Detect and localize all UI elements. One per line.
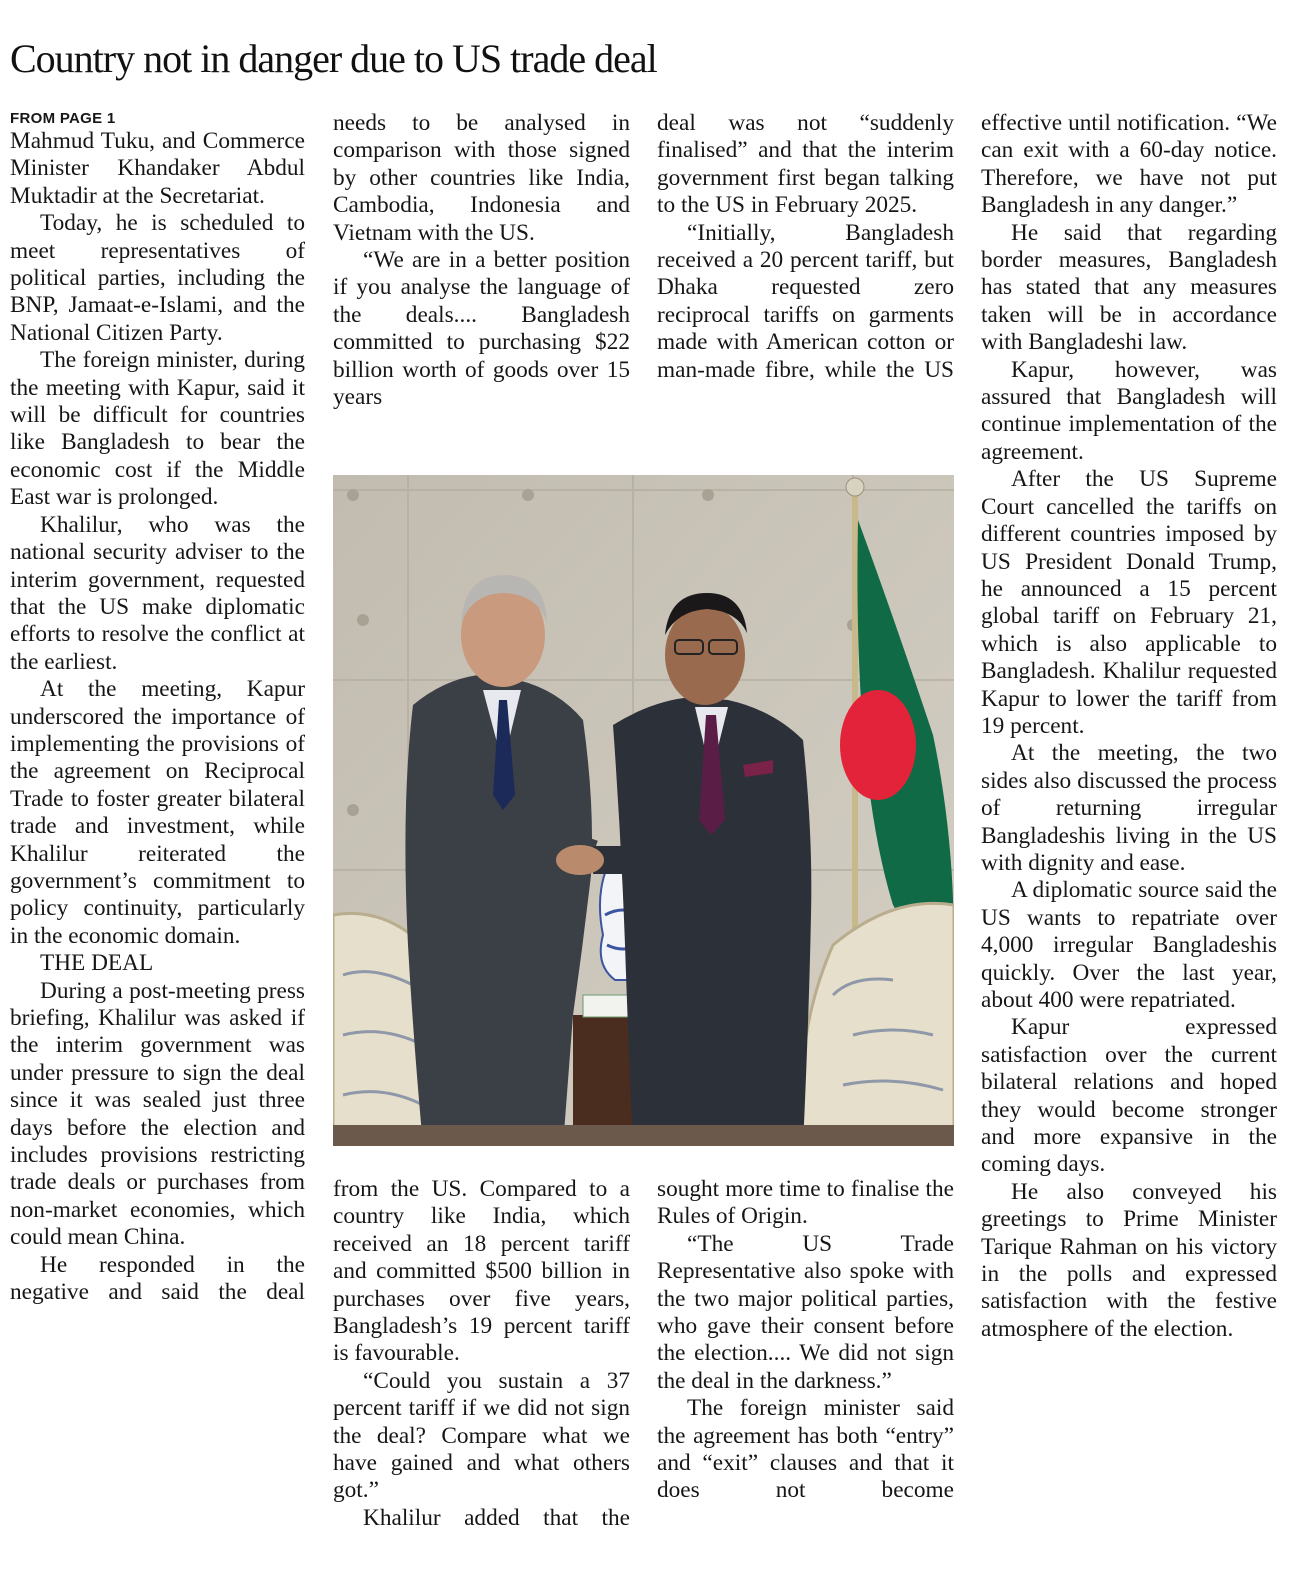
article-column-3-bottom <box>657 1176 954 1590</box>
article-column-2-top <box>333 110 630 440</box>
photo-illustration <box>333 475 954 1146</box>
paragraph: “The US Trade Representative also spoke with the two major political parties, who gave their consent before the election.... We did not sign the deal in the darkness.” <box>657 1230 954 1394</box>
paragraph: “Initially, Bangladesh received a 20 percent tariff, but Dhaka requested zero reciprocal tariffs on garments made with American cotton or man-made fibre, while the US <box>657 219 954 383</box>
paragraph: “We are in a better position if you analyse the language of the deals.... Bangladesh committed to purchasing $22 billion worth of goods over 15 years <box>333 247 630 411</box>
continuation-kicker: FROM PAGE 1 <box>10 110 116 127</box>
article-column-4 <box>981 110 1277 1590</box>
paragraph: needs to be analysed in comparison with those signed by other countries like India, Cambodia, Indonesia and Vietnam with the US. <box>333 110 630 246</box>
handshake <box>556 845 604 875</box>
paragraph: “Could you sustain a 37 percent tariff if we did not sign the deal? Compare what we have gained and what others got.” <box>333 1367 630 1504</box>
paragraph: from the US. Compared to a country like India, which received an 18 percent tariff and committed $500 billion in purchases over five years, Bangladesh’s 19 percent tariff is favourable. <box>333 1176 630 1367</box>
news-photo-handshake <box>333 475 954 1146</box>
paragraph: The foreign minister said the agreement has both “entry” and “exit” clauses and that it does not become <box>657 1395 954 1504</box>
article-column-1 <box>10 110 305 1590</box>
paragraph: He responded in the negative and said the deal <box>10 1251 305 1306</box>
article-column-2-bottom <box>333 1176 630 1590</box>
article-column-3-top <box>657 110 954 440</box>
paragraph: Today, he is scheduled to meet representatives of political parties, including the BNP, Jamaat-e-Islami, and the National Citizen Party. <box>10 210 305 346</box>
paragraph: After the US Supreme Court cancelled the tariffs on different countries imposed by US President Donald Trump, he announced a 15 percent global tariff on February 21, which is also applicable to Bangladesh. Khalilur requested Kapur to lower the tariff from 19 percent. <box>981 466 1277 739</box>
paragraph: He also conveyed his greetings to Prime Minister Tarique Rahman on his victory in the polls and expressed satisfaction with the festive atmosphere of the election. <box>981 1178 1277 1342</box>
paragraph: deal was not “suddenly finalised” and that the interim government first began talking to the US in February 2025. <box>657 110 954 219</box>
flag-red-disc <box>840 690 916 800</box>
paragraph: sought more time to finalise the Rules of Origin. <box>657 1176 954 1230</box>
paragraph: At the meeting, the two sides also discussed the process of returning irregular Bangladeshis living in the US with dignity and ease. <box>981 740 1277 876</box>
paragraph: Khalilur, who was the national security adviser to the interim government, requested that the US make diplomatic efforts to resolve the conflict at the earliest. <box>10 511 305 675</box>
paragraph: A diplomatic source said the US wants to repatriate over 4,000 irregular Bangladeshis quickly. Over the last year, about 400 were repatriated. <box>981 877 1277 1013</box>
paragraph: Kapur expressed satisfaction over the current bilateral relations and hoped they would become stronger and more expansive in the coming days. <box>981 1014 1277 1178</box>
paragraph: Kapur, however, was assured that Bangladesh will continue implementation of the agreement. <box>981 356 1277 465</box>
paragraph: Mahmud Tuku, and Commerce Minister Khandaker Abdul Muktadir at the Secretariat. <box>10 128 305 209</box>
paragraph: At the meeting, Kapur underscored the importance of implementing the provisions of the agreement on Reciprocal Trade to foster greater bilateral trade and investment, while Khalilur reiterated the government’s commitment to policy continuity, particularly in the economic domain. <box>10 676 305 949</box>
section-subhead: THE DEAL <box>40 950 154 977</box>
paragraph: The foreign minister, during the meeting with Kapur, said it will be difficult for countries like Bangladesh to bear the economic cost if the Middle East war is prolonged. <box>10 347 305 511</box>
paragraph: effective until notification. “We can exit with a 60-day notice. Therefore, we have not put Bangladesh in any danger.” <box>981 110 1277 219</box>
paragraph: During a post-meeting press briefing, Khalilur was asked if the interim government was under pressure to sign the deal since it was sealed just three days before the election and includes provisions restricting trade deals or purchases from non-market economies, which could mean China. <box>10 977 305 1251</box>
headline: Country not in danger due to US trade deal <box>10 36 657 81</box>
paragraph: Khalilur added that the <box>363 1504 630 1531</box>
paragraph: He said that regarding border measures, Bangladesh has stated that any measures taken will be in accordance with Bangladeshi law. <box>981 219 1277 356</box>
